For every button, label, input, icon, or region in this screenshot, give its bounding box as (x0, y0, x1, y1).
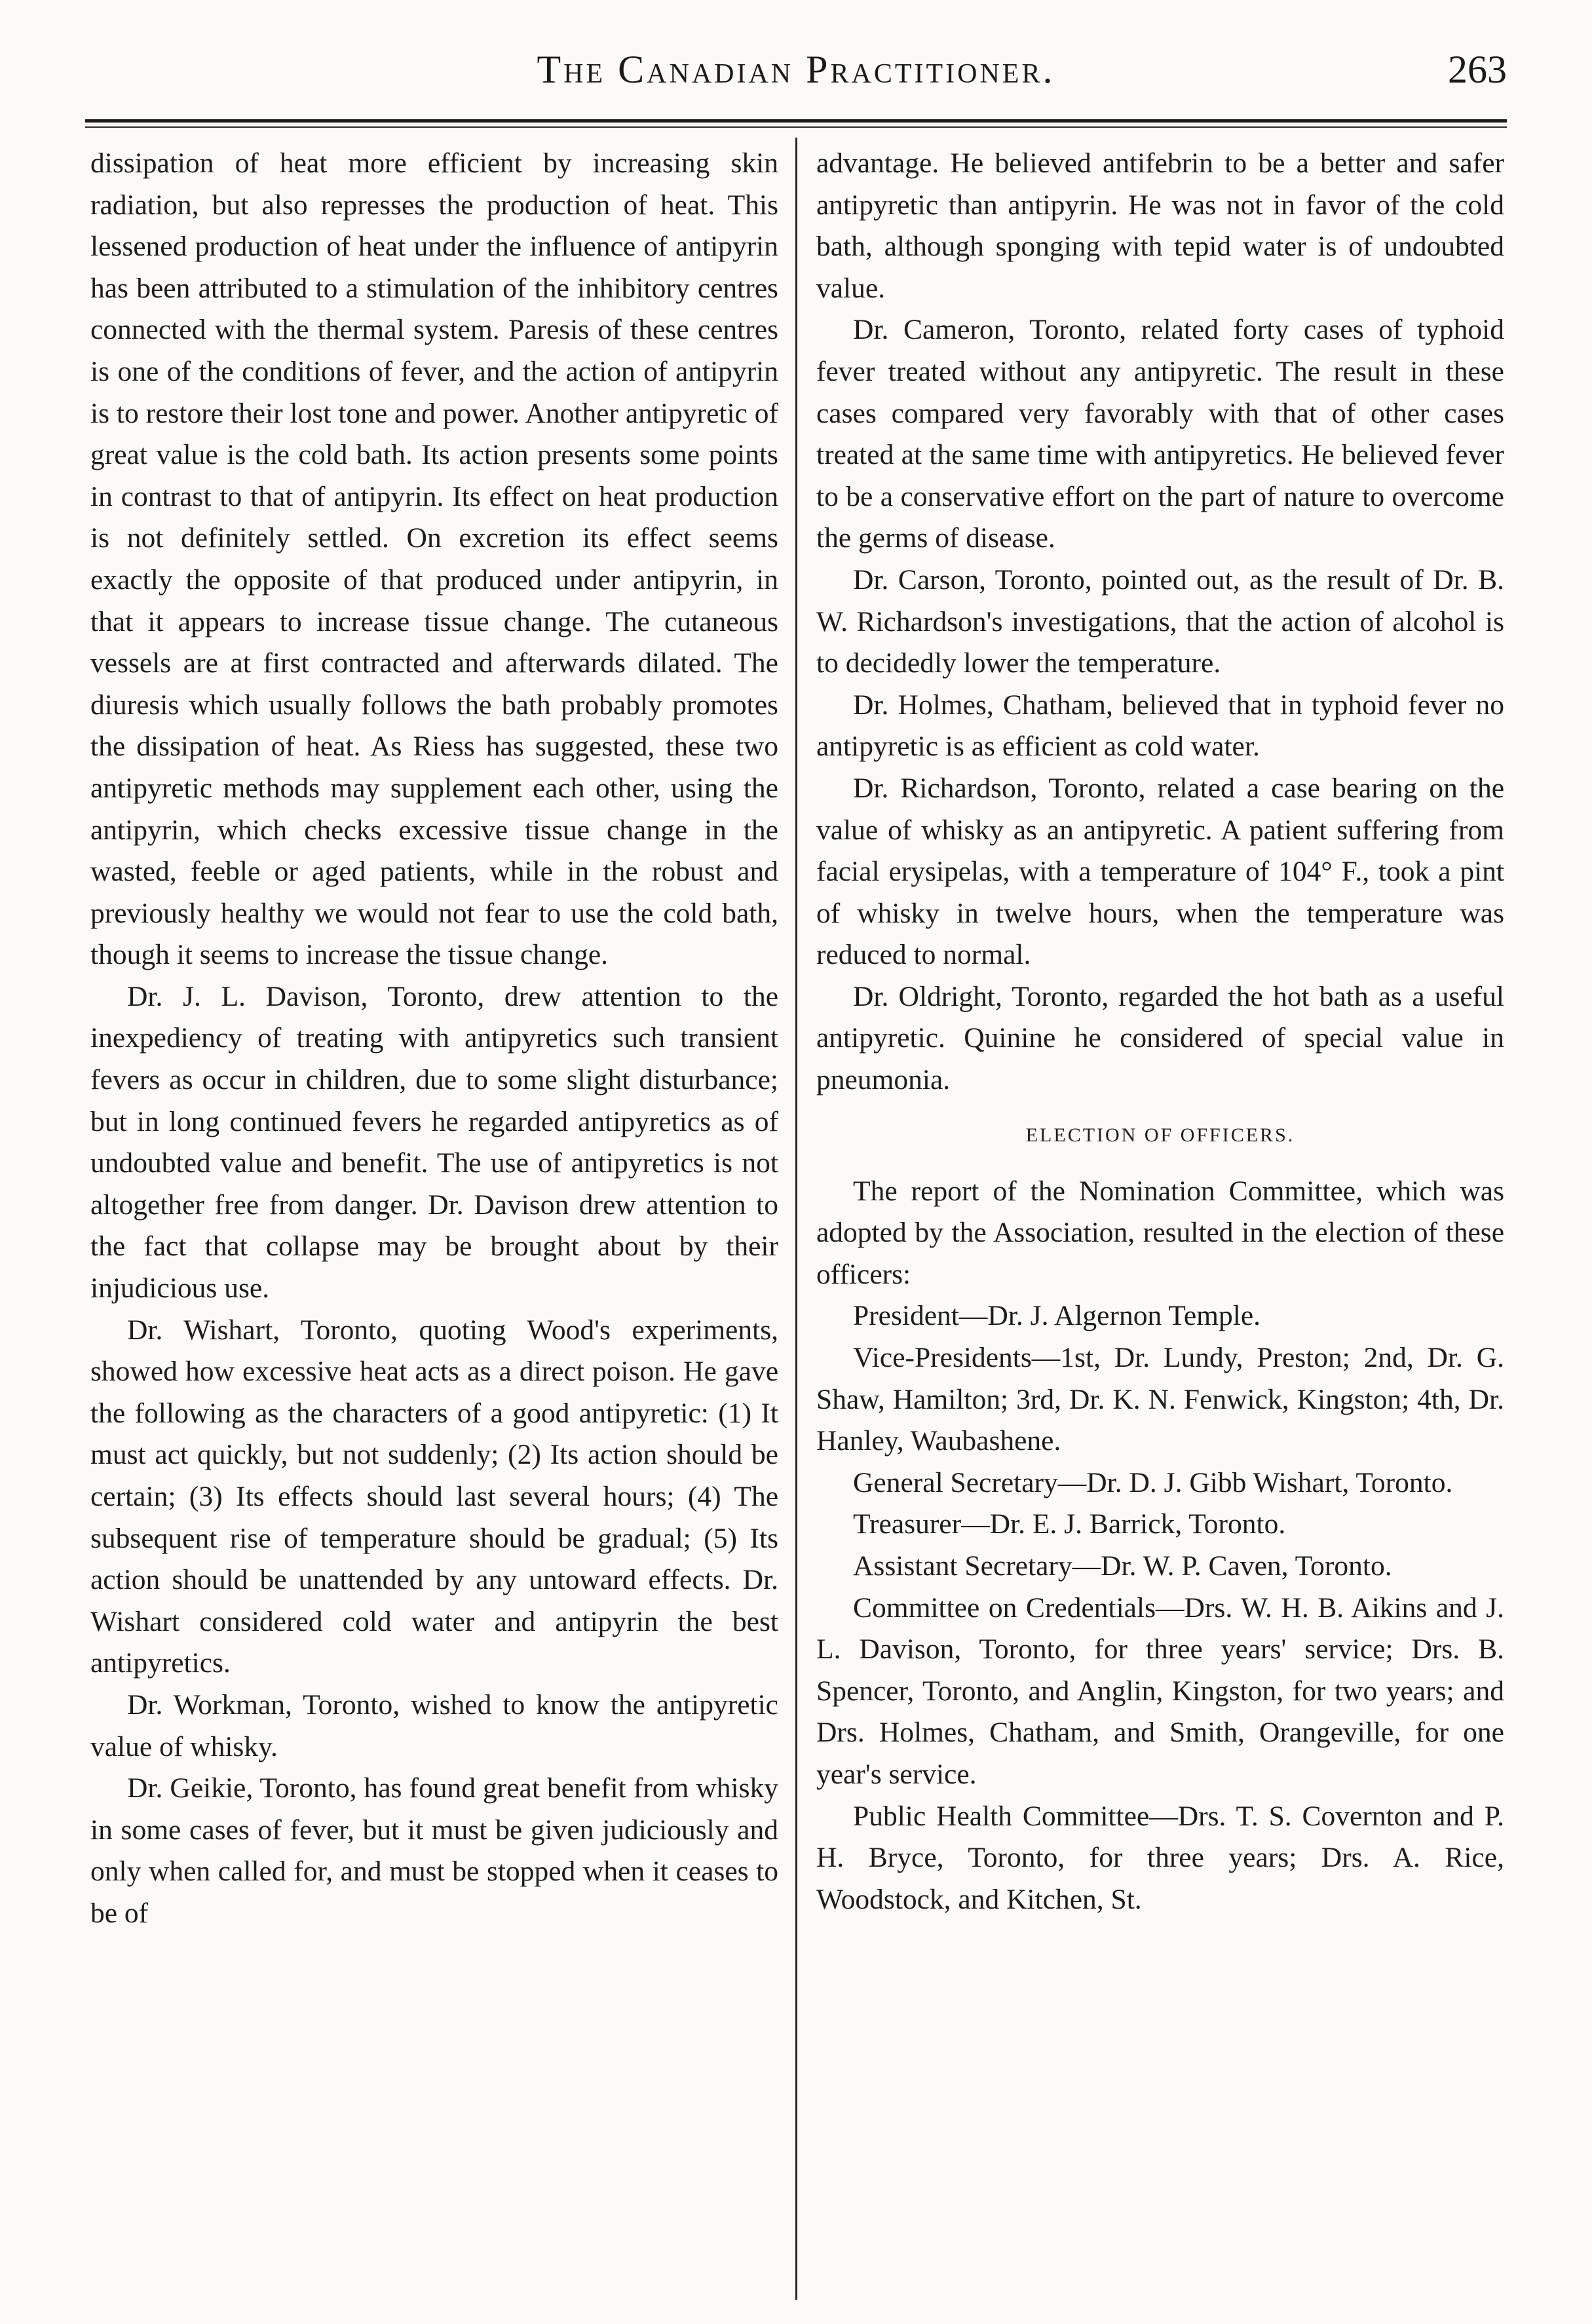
paragraph-wishart: Dr. Wishart, Toronto, quoting Wood's experiments, showed how excessive heat acts as a direct poison. He gave the following as the characters of a good antipyretic: (1) It must act quickly, but not suddenly; (2) Its action should be certain; (3) Its effects should last several hours; (4) The subsequent rise of temperature should be gradual; (5) Its action should be unattended by any untoward effects. Dr. Wishart considered cold water and antipyrin the best antipyretics. (90, 1314, 778, 1679)
page-number: 263 (1448, 48, 1507, 91)
officer-vice-presidents: Vice-Presidents—1st, Dr. Lundy, Preston; 2nd, Dr. G. Shaw, Hamilton; 3rd, Dr. K. N. Fenwick, Kingston; 4th, Dr. Hanley, Waubashene. (816, 1342, 1504, 1457)
committee-credentials: Committee on Credentials—Drs. W. H. B. Aikins and J. L. Davison, Toronto, for three years' service; Drs. B. Spencer, Toronto, and Anglin, Kingston, for two years; and Drs. Holmes, Chatham, and Smith, Orangeville, for one year's service. (816, 1591, 1504, 1790)
paragraph-nomination-report: The report of the Nomination Committee, which was adopted by the Association, resulted in the election of these officers: (816, 1175, 1504, 1290)
header-rule-thick (85, 119, 1507, 123)
committee-public-health: Public Health Committee—Drs. T. S. Covernton and P. H. Bryce, Toronto, for three years; Drs. A. Rice, Woodstock, and Kitchen, St. (816, 1800, 1504, 1915)
paragraph-oldright: Dr. Oldright, Toronto, regarded the hot bath as a useful antipyretic. Quinine he considered of special value in pneumonia. (816, 980, 1504, 1096)
paragraph-carson: Dr. Carson, Toronto, pointed out, as the result of Dr. B. W. Richardson's investigations, that the action of alcohol is to decidedly lower the temperature. (816, 563, 1504, 679)
officer-treasurer: Treasurer—Dr. E. J. Barrick, Toronto. (853, 1508, 1286, 1540)
paragraph-holmes: Dr. Holmes, Chatham, believed that in typhoid fever no antipyretic is as efficient as cold water. (816, 689, 1504, 763)
paragraph-cameron: Dr. Cameron, Toronto, related forty cases of typhoid fever treated without any antipyretic. The result in these cases compared very favorably with that of other cases treated at the same time with antipyretics. He believed fever to be a conservative effort on the part of nature to overcome the germs of disease. (816, 314, 1504, 554)
officer-president: President—Dr. J. Algernon Temple. (853, 1300, 1260, 1332)
header-rule-thin (85, 126, 1507, 128)
officer-general-secretary: General Secretary—Dr. D. J. Gibb Wishart, Toronto. (853, 1466, 1453, 1498)
paragraph-workman: Dr. Workman, Toronto, wished to know the antipyretic value of whisky. (90, 1688, 778, 1762)
section-heading: ELECTION OF OFFICERS. (1025, 1124, 1295, 1146)
paragraph-richardson: Dr. Richardson, Toronto, related a case bearing on the value of whisky as an antipyretic. A patient suffering from facial erysipelas, with a temperature of 104° F., took a pint of whisky in twelve hours, when the temperature was reduced to normal. (816, 772, 1504, 971)
paragraph-antipyrin-continuation: dissipation of heat more efficient by increasing skin radiation, but also represses the production of heat. This lessened production of heat under the influence of antipyrin has been attributed to a stimulation of the inhibitory centres connected with the thermal system. Paresis of these centres is one of the conditions of fever, and the action of antipyrin is to restore their lost tone and power. Another antipyretic of great value is the cold bath. Its action presents some points in contrast to that of antipyrin. Its effect on heat production is not definitely settled. On excretion its effect seems exactly the opposite of that produced under antipyrin, in that it appears to increase tissue change. The cutaneous vessels are at first contracted and afterwards dilated. The diuresis which usually follows the bath probably promotes the dissipation of heat. As Riess has suggested, these two antipyretic methods may supplement each other, using the antipyrin, which checks excessive tissue change in the wasted, feeble or aged patients, while in the robust and previously healthy we would not fear to use the cold bath, though it seems to increase the tissue change. (90, 147, 778, 971)
journal-title: The Canadian Practitioner. (537, 48, 1055, 91)
running-head (85, 47, 1507, 119)
left-column (90, 143, 778, 1935)
paragraph-davison: Dr. J. L. Davison, Toronto, drew attention to the inexpediency of treating with antipyretics such transient fevers as occur in children, due to some slight disturbance; but in long continued fevers he regarded antipyretics as of undoubted value and benefit. The use of antipyretics is not altogether free from danger. Dr. Davison drew attention to the fact that collapse may be brought about by their injudicious use. (90, 980, 778, 1305)
officer-assistant-secretary: Assistant Secretary—Dr. W. P. Caven, Toronto. (853, 1550, 1392, 1582)
column-divider (795, 138, 797, 2300)
right-column (816, 143, 1504, 1920)
paragraph-geikie: Dr. Geikie, Toronto, has found great benefit from whisky in some cases of fever, but it must be given judiciously and only when called for, and must be stopped when it ceases to be of (90, 1772, 778, 1929)
paragraph-geikie-continuation: advantage. He believed antifebrin to be a better and safer antipyretic than antipyrin. He was not in favor of the cold bath, although sponging with tepid water is of undoubted value. (816, 147, 1504, 304)
